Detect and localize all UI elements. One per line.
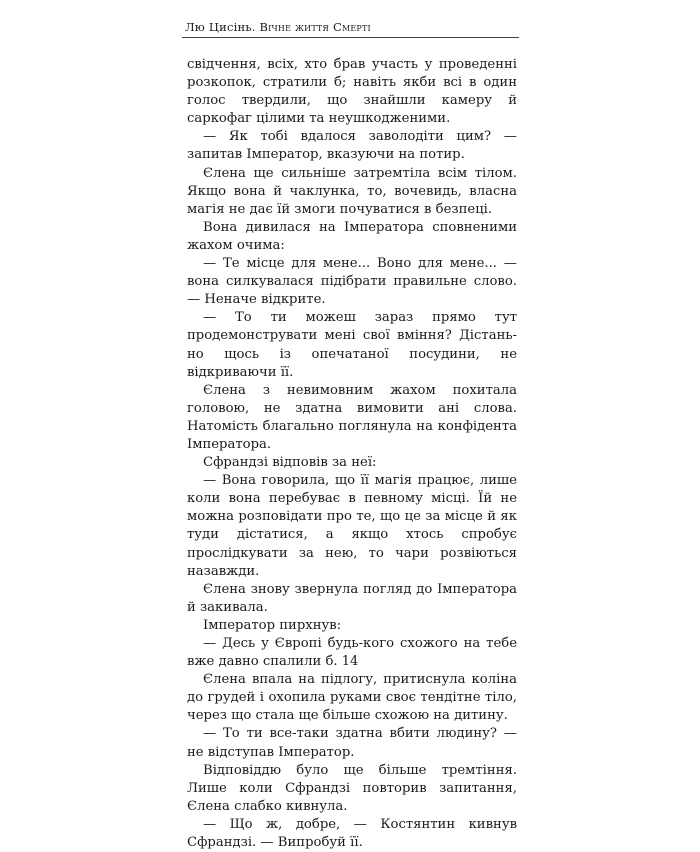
paragraph: Відповіддю було ще більше тремтіння. Лише коли Сфрандзі повторив запитання, Єлена слабко кивнула.	[187, 762, 517, 814]
header-rule	[182, 37, 519, 38]
paragraph: — То ти можеш зараз прямо тут продемонструвати мені свої вміння? Дістань-но щось із опечатаної посудини, не відкриваючи її.	[187, 310, 517, 380]
header-title: Вічне життя Смерті	[259, 20, 371, 34]
paragraph: — Те місце для мене... Воно для мене... — вона силкувалася підібрати правильне слово. — Неначе відкрите.	[187, 256, 517, 308]
paragraph: Єлена з невимовним жахом похитала головою, не здатна вимовити ані слова. Натомість благально поглянула на конфідента Імператора.	[187, 382, 517, 452]
paragraph: Єлена знову звернула погляд до Імператора й закивала.	[187, 581, 517, 615]
paragraph: — Десь у Європі будь-кого схожого на тебе вже давно спалили б.	[187, 636, 517, 670]
paragraph: Єлена ще сильніше затремтіла всім тілом. Якщо вона й чаклунка, то, вочевидь, власна магія не дає їй змоги почуватися в безпеці.	[187, 165, 517, 217]
header-author: Лю Цисінь.	[185, 20, 256, 34]
running-header	[185, 20, 371, 34]
page-body	[187, 56, 517, 852]
paragraph: — Вона говорила, що її магія працює, лише коли вона перебуває в певному місці. Їй не можна розповідати про те, що це за місце й як туди дістатися, а якщо хтось спробує прослідкувати за нею, то чари розвіються назавжди.	[187, 473, 517, 579]
paragraph: свідчення, всіх, хто брав участь у проведенні розкопок, стратили б; навіть якби всі в один голос твердили, що знайшли камеру й саркофаг цілими та неушкодженими.	[187, 57, 517, 127]
paragraph: — То ти все-таки здатна вбити людину? — не відступав Імператор.	[187, 726, 517, 760]
page-number: 14	[341, 654, 359, 669]
paragraph: Імператор пирхнув:	[203, 617, 342, 633]
paragraph: — Як тобі вдалося заволодіти цим? — запитав Імператор, вказуючи на потир.	[187, 129, 517, 163]
paragraph: Вона дивилася на Імператора сповненими жахом очима:	[187, 219, 517, 253]
paragraph: Єлена впала на підлогу, притиснула коліна до грудей і охопила руками своє тендітне тіло, через що стала ще більше схожою на дитину.	[187, 672, 517, 724]
paragraph: Сфрандзі відповів за неї:	[203, 455, 377, 471]
paragraph: — Що ж, добре, — Костянтин кивнув Сфрандзі. — Випробуй її.	[187, 816, 517, 851]
